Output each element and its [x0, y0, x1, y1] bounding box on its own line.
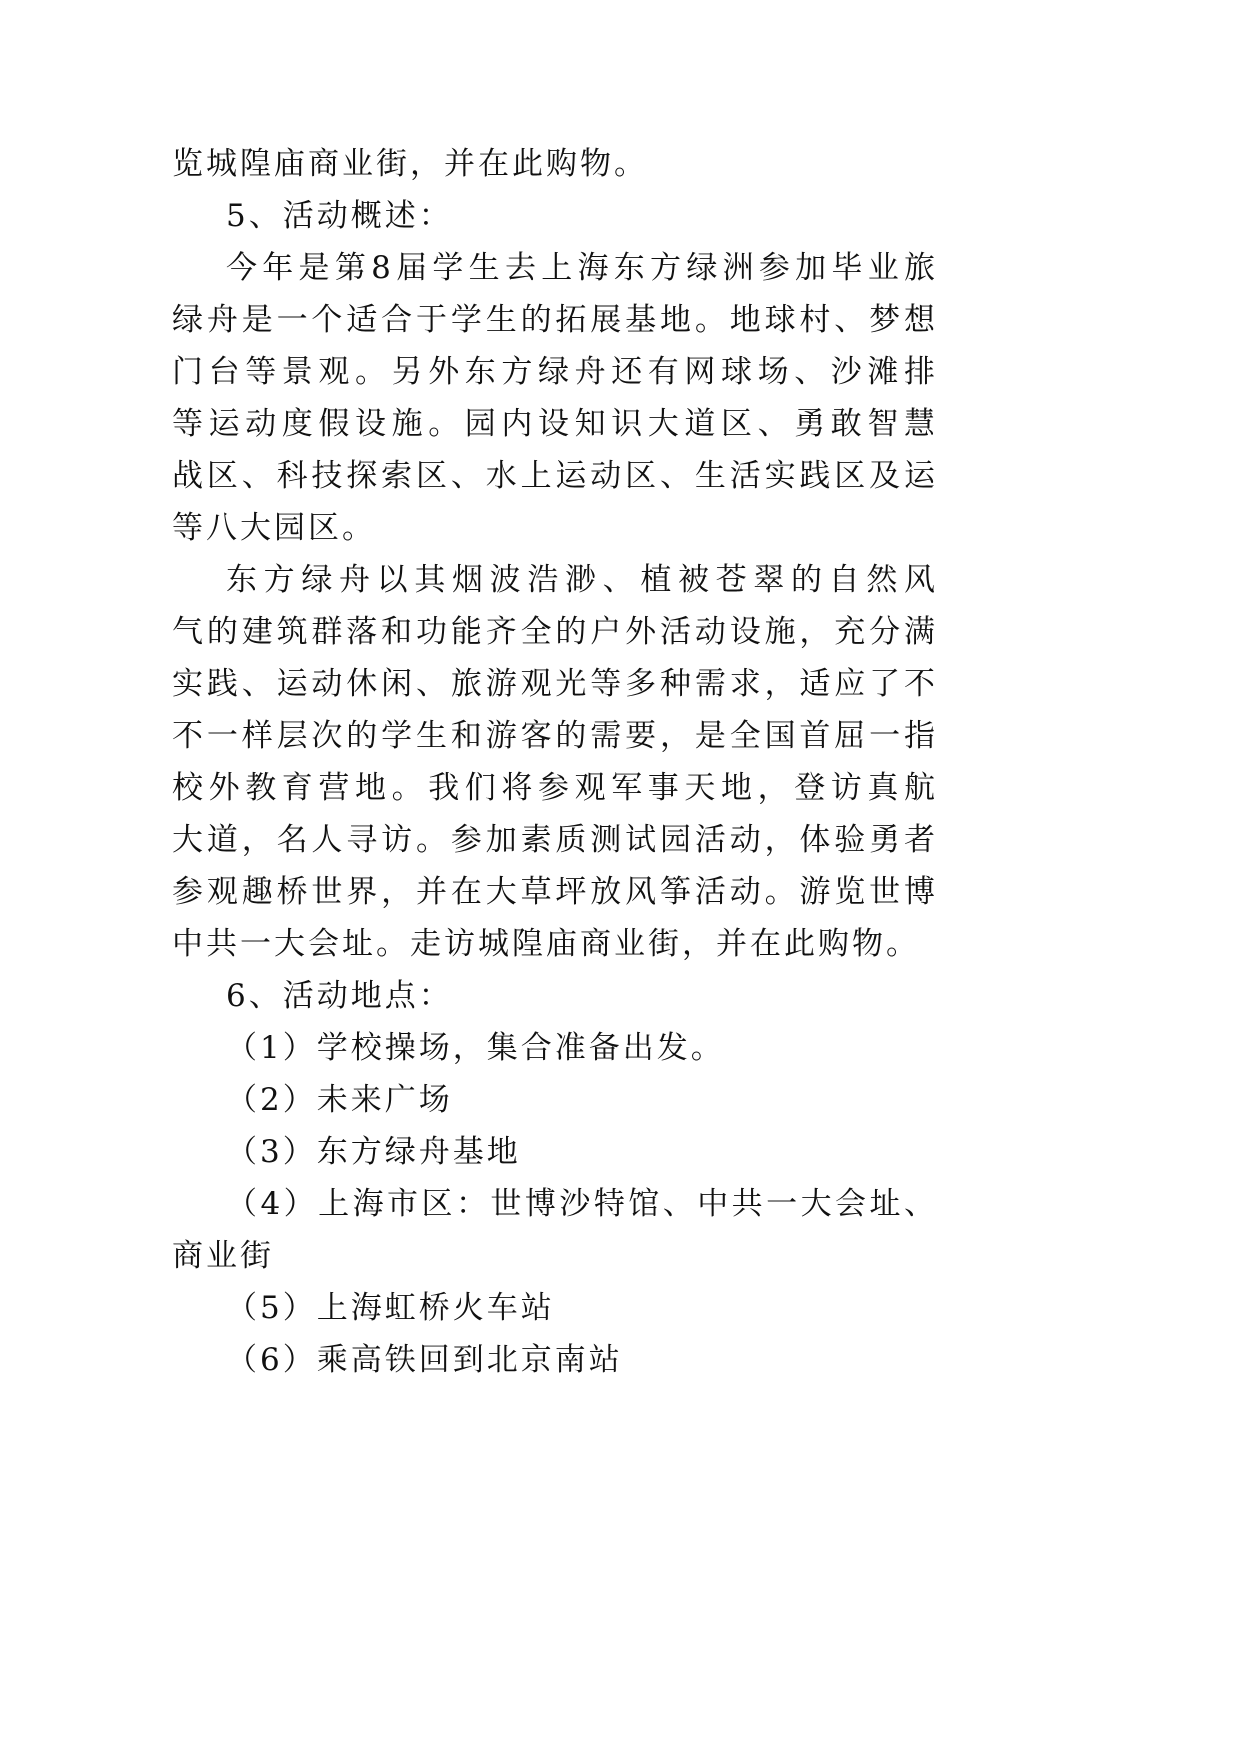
list-item: （5）上海虹桥火车站: [226, 1290, 555, 1326]
text-line: 东方绿舟以其烟波浩渺、植被苍翠的自然风: [226, 562, 938, 598]
section-heading: 6、活动地点：: [226, 978, 453, 1014]
text-line: 览城隍庙商业街，并在此购物。: [172, 146, 648, 182]
text-line: 参观趣桥世界，并在大草坪放风筝活动。游览世博: [172, 874, 938, 910]
list-item: （6）乘高铁回到北京南站: [226, 1342, 623, 1378]
text-line: 校外教育营地。我们将参观军事天地，登访真航: [172, 770, 938, 806]
list-item: （3）东方绿舟基地: [226, 1134, 521, 1170]
text-line: 战区、科技探索区、水上运动区、生活实践区及运: [172, 458, 938, 494]
text-line: 今年是第8届学生去上海东方绿洲参加毕业旅: [226, 250, 938, 286]
text-line: 不一样层次的学生和游客的需要，是全国首屈一指: [172, 718, 938, 754]
text-line: 门台等景观。另外东方绿舟还有网球场、沙滩排: [172, 354, 938, 390]
list-item: （1）学校操场，集合准备出发。: [226, 1030, 725, 1066]
section-heading: 5、活动概述：: [226, 198, 453, 234]
list-item: （2）未来广场: [226, 1082, 453, 1118]
text-line: 大道，名人寻访。参加素质测试园活动，体验勇者: [172, 822, 938, 858]
text-line: 实践、运动休闲、旅游观光等多种需求，适应了不: [172, 666, 938, 702]
text-line: 中共一大会址。走访城隍庙商业街，并在此购物。: [172, 926, 920, 962]
text-line: 等八大园区。: [172, 510, 376, 546]
text-line: 气的建筑群落和功能齐全的户外活动设施，充分满: [172, 614, 938, 650]
list-item: （4）上海市区：世博沙特馆、中共一大会址、: [226, 1186, 938, 1222]
text-line: 等运动度假设施。园内设知识大道区、勇敢智慧: [172, 406, 938, 442]
text-line: 绿舟是一个适合于学生的拓展基地。地球村、梦想: [172, 302, 938, 338]
list-item-continuation: 商业街: [172, 1238, 274, 1274]
